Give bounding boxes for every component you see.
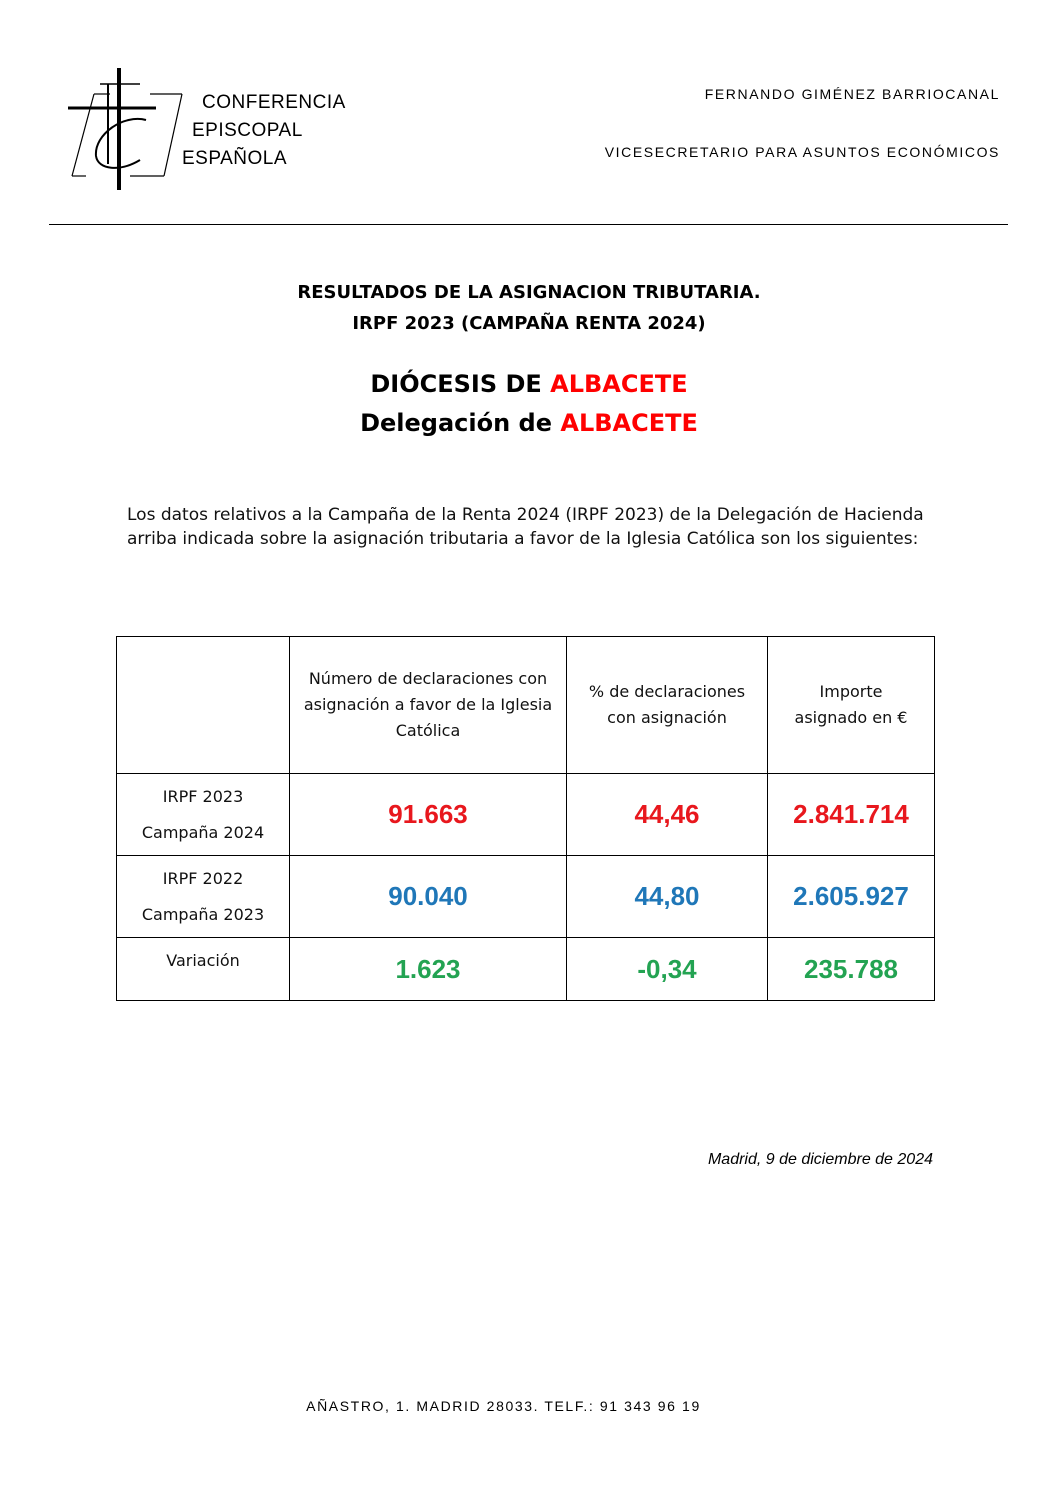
report-subtitle: IRPF 2023 (CAMPAÑA RENTA 2024) bbox=[352, 313, 706, 334]
logo-line-1: CONFERENCIA bbox=[202, 92, 346, 113]
row-label-line-1: Variación bbox=[166, 951, 240, 970]
diocese-name: ALBACETE bbox=[550, 370, 688, 398]
results-table bbox=[116, 636, 935, 1001]
row-label bbox=[117, 938, 290, 1001]
cell-declarations: 1.623 bbox=[290, 938, 567, 1001]
cell-amount: 235.788 bbox=[768, 938, 935, 1001]
row-label-line-2: Campaña 2024 bbox=[141, 822, 265, 842]
report-title: RESULTADOS DE LA ASIGNACION TRIBUTARIA. bbox=[297, 282, 761, 303]
delegation-heading bbox=[0, 409, 1058, 437]
table-header-percent bbox=[567, 637, 768, 774]
cross-emblem-icon bbox=[64, 64, 204, 194]
table-header-empty bbox=[117, 637, 290, 774]
delegation-prefix: Delegación de bbox=[360, 409, 553, 437]
row-label bbox=[117, 774, 290, 856]
table-header-declarations bbox=[290, 637, 567, 774]
diocese-prefix: DIÓCESIS DE bbox=[370, 370, 542, 398]
cell-declarations: 91.663 bbox=[290, 774, 567, 856]
table-row bbox=[117, 938, 935, 1001]
cell-amount: 2.605.927 bbox=[768, 856, 935, 938]
row-label bbox=[117, 856, 290, 938]
cell-percent: 44,46 bbox=[567, 774, 768, 856]
cell-percent: -0,34 bbox=[567, 938, 768, 1001]
table-header-row bbox=[117, 637, 935, 774]
delegation-name: ALBACETE bbox=[560, 409, 698, 437]
table-row bbox=[117, 856, 935, 938]
header-amount-label: Importe asignado en € bbox=[794, 682, 908, 727]
conferencia-episcopal-logo bbox=[64, 64, 364, 194]
diocese-heading bbox=[0, 370, 1058, 398]
document-date: Madrid, 9 de diciembre de 2024 bbox=[707, 1151, 933, 1168]
signatory-name: FERNANDO GIMÉNEZ BARRIOCANAL bbox=[704, 86, 1000, 102]
table-header-amount bbox=[768, 637, 935, 774]
table-row bbox=[117, 774, 935, 856]
intro-paragraph: Los datos relativos a la Campaña de la Renta 2024 (IRPF 2023) de la Delegación de Hacienda arriba indicada sobre la asignación tributaria a favor de la Iglesia Católica son los siguientes: bbox=[127, 505, 924, 549]
logo-line-2: EPISCOPAL bbox=[192, 120, 303, 141]
footer-address: AÑASTRO, 1. MADRID 28033. TELF.: 91 343 96 19 bbox=[306, 1398, 701, 1414]
row-label-line-1: IRPF 2022 bbox=[162, 868, 244, 888]
cell-amount: 2.841.714 bbox=[768, 774, 935, 856]
signatory-role: VICESECRETARIO PARA ASUNTOS ECONÓMICOS bbox=[604, 144, 1000, 160]
cell-declarations: 90.040 bbox=[290, 856, 567, 938]
row-label-line-1: IRPF 2023 bbox=[162, 786, 244, 806]
header-declarations-label: Número de declaraciones con asignación a favor de la Iglesia Católica bbox=[303, 669, 553, 740]
header-divider bbox=[49, 224, 1008, 225]
cell-percent: 44,80 bbox=[567, 856, 768, 938]
logo-line-3: ESPAÑOLA bbox=[182, 148, 288, 169]
row-label-line-2: Campaña 2023 bbox=[141, 904, 265, 924]
header-percent-label: % de declaraciones con asignación bbox=[588, 682, 746, 727]
